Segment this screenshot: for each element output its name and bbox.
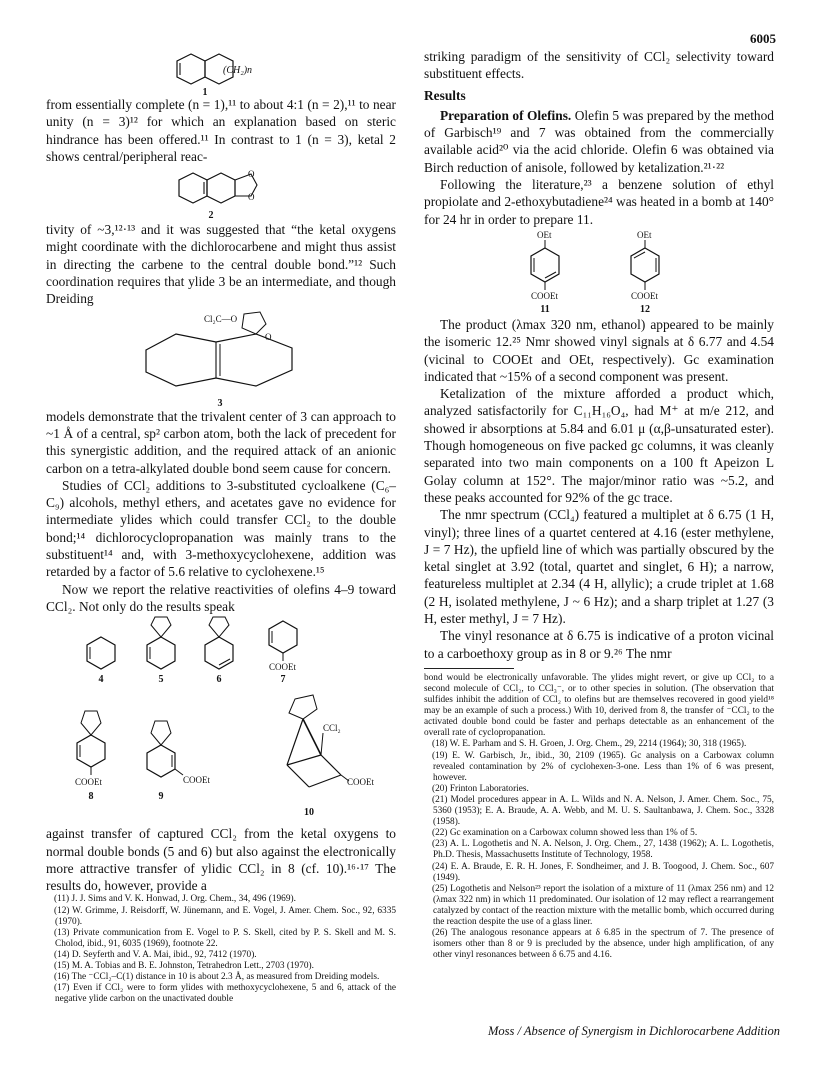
footnote: (23) A. L. Logothetis and N. A. Nelson, J. Org. Chem., 27, 1438 (1962); A. L. Logothetis, Ph.D. Thesis, Massachusetts Institute of Technology, 1958. [432,839,774,861]
svg-text:(CH₂)n: (CH₂)n [223,65,253,76]
svg-text:O: O [248,169,255,180]
footnote: (17) Even if CCl₂ were to form ylides with methoxycyclohexene, 5 and 6, attack of the negative ylide carbon on the unactivated double [54,983,396,1005]
footnote: (12) W. Grimme, J. Reisdorff, W. Jünemann, and E. Vogel, J. Amer. Chem. Soc., 92, 6335 (1970). [54,905,396,927]
footnote: (25) Logothetis and Nelson²³ report the isolation of a mixture of 11 (λmax 256 nm) and 12 (λmax 322 nm) in which 11 predominated. Our isolation of 12 may reflect a rearrangement catalyzed by contact of the reaction mixture with the metallic bomb, which occurred during the reaction despite the use of a glass liner. [432,883,774,927]
structure-11-label: 11 [540,303,550,315]
footnote: (16) The ⁻CCl₂–C(1) distance in 10 is about 2.3 Å, as measured from Dreiding models. [54,972,380,983]
structure-12-oet: OEt [637,229,652,240]
svg-text:Cl₂C—O: Cl₂C—O [204,313,238,324]
left-column [46,48,396,1005]
footnote-continued: bond would be electronically unfavorable. The ylides might revert, or give up CCl₂ to a second molecule of CCl₂, to CCl₃⁻, or to other species in solution. (The observation that sulfides inhibit the addition of CCl₂ to olefins but are themselves recovered in good yield¹⁸ may be an example of such a process.) With 10, derived from 8, the transfer of ⁻CCl₂ to the activated double bond could be faster and perhaps detectable as an enhancement of the overall rate of cyclopropanation. [424,672,774,739]
left-paragraph-2: tivity of ~3,¹²·¹³ and it was suggested that “the ketal oxygens might coordinate with the dichlorocarbene and might thus assist in directing the carbene to the central double bond.”¹² Such coordination requires that ylide 3 be an intermediate, and though Dreiding [46,222,396,307]
structure-9-label: 9 [158,791,164,803]
structure-4-label: 4 [98,674,104,686]
right-paragraph-1: striking paradigm of the sensitivity of CCl₂ selectivity toward substituent effects. [424,49,774,82]
left-paragraph-1: from essentially complete (n = 1),¹¹ to about 4:1 (n = 2),¹¹ to near unity (n = 3)¹² for which an explanation based on steric hindrance has been offered.¹¹ In contrast to 1 (n = 3), ketal 2 shows central/peripheral reac- [46,97,396,164]
page-number: 6005 [750,31,776,46]
running-footer: Moss / Absence of Synergism in Dichlorocarbene Addition [488,1024,780,1038]
right-paragraph-6: The nmr spectrum (CCl₄) featured a multiplet at δ 6.75 (1 H, vinyl); three lines of a quartet centered at 4.16 (ester methylene, J = 7 Hz), the upfield line of which was partially obscured by the ketal singlet at 3.92 (total, quartet and singlet, 6 H); a narrow, featureless multiplet at 2.34 (4 H, allylic); a crude triplet at 1.68 (2 H, isolated methylene, J ~ 6 Hz); and a sharp triplet at 1.27 (3 H, ester methyl, J = 7 Hz). [424,507,774,627]
structure-10-cooet: COOEt [347,777,374,788]
structure-10-label: 10 [304,807,314,819]
structure-1-label: 1 [202,87,208,96]
structure-11-cooet: COOEt [531,290,558,301]
footnote: (18) W. E. Parham and S. H. Groen, J. Org. Chem., 29, 2214 (1964); 30, 318 (1965). [432,739,747,750]
footnote: (15) M. A. Tobias and B. E. Johnston, Tetrahedron Lett., 2703 (1970). [54,960,314,971]
structures-4-10 [51,615,391,825]
structure-6-label: 6 [216,674,222,686]
structure-3 [116,308,326,408]
structure-9-cooet: COOEt [183,775,210,786]
svg-text:O: O [265,331,272,342]
structure-12-cooet: COOEt [631,290,658,301]
footnote: (22) Gc examination on a Carbowax column showed less than 1% of 5. [432,828,698,839]
structure-10-ccl2: CCl₂ [323,723,341,734]
footnote: (26) The analogous resonance appears at δ 6.85 in the spectrum of 7. The presence of isomers other than 8 or 9 is precluded by the absence, under high amplification, of any other vinyl resonances between δ 6.75 and 4.16. [432,928,774,961]
run-in-heading: Preparation of Olefins. [440,107,572,123]
structure-3-label: 3 [217,397,223,408]
left-footnotes [46,894,396,1005]
footnote: (21) Model procedures appear in A. L. Wilds and N. A. Nelson, J. Amer. Chem. Soc., 75, 5360 (1953); E. A. Braude, A. A. Webb, and M. U. S. Saultanbawa, J. Chem. Soc., 3328 (1958). [432,794,774,828]
structure-7-cooet: COOEt [269,662,296,673]
structure-1 [151,48,291,96]
right-paragraph-2-text: Olefin 5 was prepared by the method of Garbisch¹⁹ and 7 was obtained from the commercially available acid²⁰ via the acid chloride. Olefin 6 was obtained via Birch reduction of anisole, followed by ketalization.²¹·²² [424,107,774,175]
structures-11-12 [489,228,709,316]
footnote-rule [424,668,514,669]
left-paragraph-3: models demonstrate that the trivalent center of 3 can approach to ~1 Å of a central, sp² carbon atom, both the lack of precedent for this synergistic addition, and the required attack of an anionic carbon on a tetra-alkylated double bond seem cause for concern. [46,408,396,476]
footnote: (14) D. Seyferth and V. A. Mai, ibid., 92, 7412 (1970). [54,949,257,960]
right-column [424,48,774,961]
structure-8-cooet: COOEt [75,777,102,788]
right-footnotes [424,673,774,961]
structure-5-label: 5 [158,674,164,686]
right-paragraph-3: Following the literature,²³ a benzene solution of ethyl propiolate and 2-ethoxybutadiene²⁴ was heated in a bomb at 140° for 24 hr in order to prepare 11. [424,177,774,227]
svg-text:O: O [248,192,255,203]
left-paragraph-6: against transfer of captured CCl₂ from the ketal oxygens to normal double bonds (5 and 6) but also against the electronically more attractive transfer of ylidic CCl₂ in 8 (cf. 10).¹⁶·¹⁷ The results do, however, provide a [46,826,396,894]
right-paragraph-7: The vinyl resonance at δ 6.75 is indicative of a proton vicinal to a carboethoxy group as in 8 or 9.²⁶ The nmr [424,628,774,661]
footnote: (24) E. A. Braude, E. R. H. Jones, F. Sondheimer, and J. B. Toogood, J. Chem. Soc., 607 (1949). [432,861,774,883]
structure-12-label: 12 [640,303,650,315]
structure-11-oet: OEt [537,229,552,240]
footnote: (11) J. J. Sims and V. K. Honwad, J. Org. Chem., 34, 496 (1969). [54,894,296,905]
structure-8-label: 8 [88,791,94,803]
left-paragraph-5: Now we report the relative reactivities of olefins 4–9 toward CCl₂. Not only do the results speak [46,581,396,614]
footnote: (20) Frinton Laboratories. [432,783,529,794]
right-paragraph-5: Ketalization of the mixture afforded a product which, analyzed satisfactorily for C₁₁H₁₆O₄, had M⁺ at m/e 212, and showed ir absorptions at 5.84 and 6.01 μ (α,β-unsaturated ester). Though homogeneous on five packed gc columns, it was cleanly separated into two main components on a 100 ft Apeizon L Golay column at 152°. The major/minor ratio was ~5.2, and these peaks accounted for 92% of the gc trace. [424,386,774,505]
footnote: (19) E. W. Garbisch, Jr., ibid., 30, 2109 (1965). Gc analysis on a Carbowax column revealed contamination by 2% of cyclohexen-3-one. Less than 1% of 6 was present, however. [432,750,774,783]
left-paragraph-4: Studies of CCl₂ additions to 3-substituted cycloalkene (C₆–C₉) alcohols, methyl ethers, and acetates gave no evidence for intermediate ylides which could transfer CCl₂ to the double bond;¹⁴ dichlorocyclopropanation was mainly trans to the substituent¹⁴ and, with 3-methoxycyclohexene, addition was retarded by a factor of 5.6 relative to cyclohexene.¹⁵ [46,477,396,580]
structure-7-label: 7 [280,674,286,686]
structure-2-label: 2 [208,210,214,222]
structure-2 [151,165,291,221]
footnote: (13) Private communication from E. Vogel to P. S. Skell, cited by P. S. Skell and M. S. Cholod, ibid., 91, 6035 (1969), footnote 22. [54,927,396,949]
results-heading: Results [424,87,466,103]
right-paragraph-2 [424,107,774,176]
right-paragraph-4: The product (λmax 320 nm, ethanol) appeared to be mainly the isomeric 12.²⁵ Nmr showed vinyl signals at δ 6.77 and 4.54 (vicinal to COOEt and OEt, respectively). Gc examination indicated that ~15% of a second component was present. [424,316,774,384]
